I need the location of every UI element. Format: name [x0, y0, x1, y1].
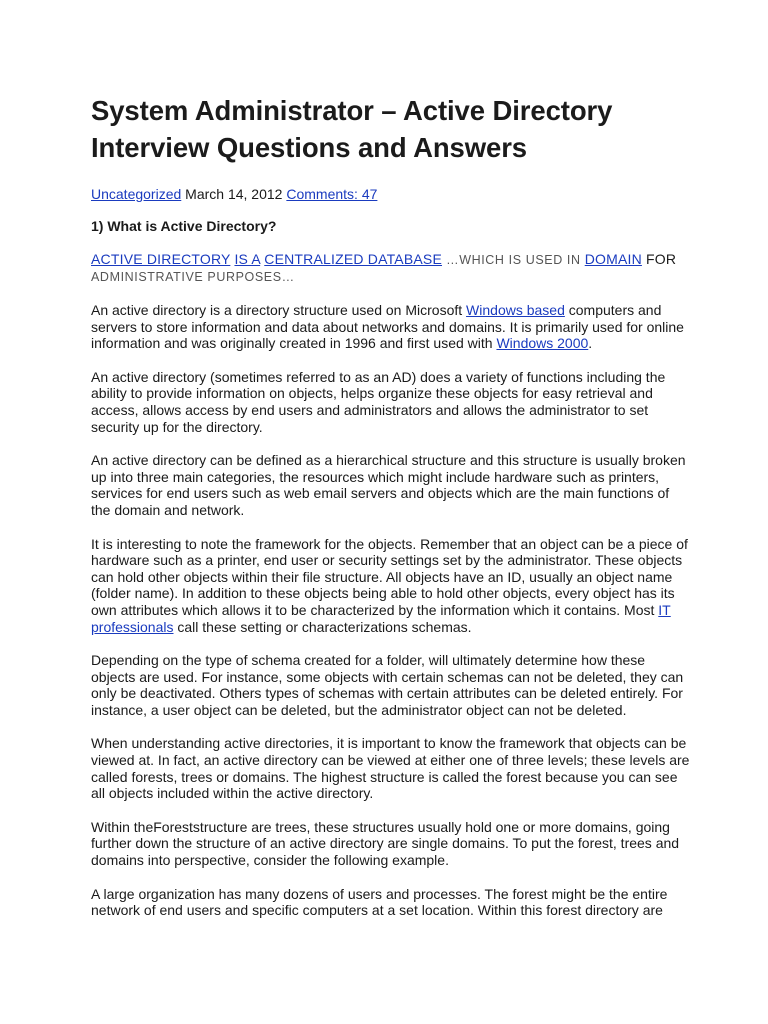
- windows-2000-link[interactable]: Windows 2000: [496, 335, 589, 352]
- post-date: March 14, 2012: [185, 186, 283, 202]
- post-meta: [91, 185, 691, 203]
- is-a-link[interactable]: IS A: [234, 251, 261, 267]
- article: [91, 92, 691, 919]
- page-title: System Administrator – Active Directory Interview Questions and Answers: [91, 95, 613, 163]
- centralized-database-link[interactable]: CENTRALIZED DATABASE: [264, 251, 443, 267]
- it-professionals-link[interactable]: IT professionals: [91, 601, 671, 635]
- active-directory-link[interactable]: ACTIVE DIRECTORY: [91, 251, 231, 267]
- definition-purpose: ADMINISTRATIVE PURPOSES…: [91, 270, 295, 284]
- paragraph-text: .: [588, 335, 593, 352]
- windows-based-link[interactable]: Windows based: [466, 302, 565, 318]
- paragraph-5: Depending on the type of schema created for a folder, will ultimately determine how these objects are used. For instance, some objects with certain schemas can not be deleted, they can only be deactivated. Others types of schemas with certain attributes can be deleted entirely. For instance, a user object can be deleted, but the administrator object can not be deleted.: [91, 652, 684, 718]
- question-heading: 1) What is Active Directory?: [91, 218, 277, 234]
- paragraph-text: It is interesting to note the framework for the objects. Remember that an object can be a piece of hardware such as a printer, end user or security settings set by the administrator. These objects can hold other objects within their file structure. All objects have an ID, usually an object name (folder name). In addition to these objects being able to hold other objects, every object has its own attributes which allows it to be characterized by the information which it contains. Most: [91, 535, 688, 618]
- paragraph-7: Within theForeststructure are trees, these structures usually hold one or more domains, going further down the structure of an active directory are single domains. To put the forest, trees and domains into perspective, consider the following example.: [91, 818, 680, 869]
- paragraph-3: An active directory can be defined as a hierarchical structure and this structure is usually broken up into three main categories, the resources which might include hardware such as printers, services for end users such as web email servers and objects which are the main functions of the domain and network.: [91, 452, 686, 518]
- paragraph-4: [91, 536, 691, 636]
- paragraph-text: computers and servers to store information and data about networks and domains. It is primarily used for online information and was originally created in 1996 and first used with: [91, 302, 684, 352]
- domain-link[interactable]: DOMAIN: [584, 251, 642, 267]
- category-link[interactable]: Uncategorized: [91, 186, 182, 202]
- paragraph-2: An active directory (sometimes referred to as an AD) does a variety of functions including the ability to provide information on objects, helps organize these objects for easy retrieval and access, allows access by end users and administrators and allows the administrator to set security up for the directory.: [91, 368, 666, 435]
- paragraph-6: When understanding active directories, it is important to know the framework that objects can be viewed at. In fact, an active directory can be viewed at either one of three levels; these levels are called forests, trees or domains. The highest structure is called the forest because you can see all objects included within the active directory.: [91, 735, 690, 802]
- comments-link[interactable]: Comments: 47: [286, 186, 378, 202]
- paragraph-8: A large organization has many dozens of users and processes. The forest might be the entire network of end users and specific computers at a set location. Within this forest directory are: [91, 885, 668, 919]
- definition-text: …WHICH IS USED IN: [446, 253, 581, 267]
- paragraph-text: call these setting or characterizations schemas.: [177, 618, 472, 635]
- paragraph-1: [91, 302, 691, 352]
- paragraph-text: An active directory is a directory structure used on Microsoft: [91, 302, 463, 318]
- definition-for: FOR: [646, 251, 677, 267]
- definition-line: [91, 251, 691, 285]
